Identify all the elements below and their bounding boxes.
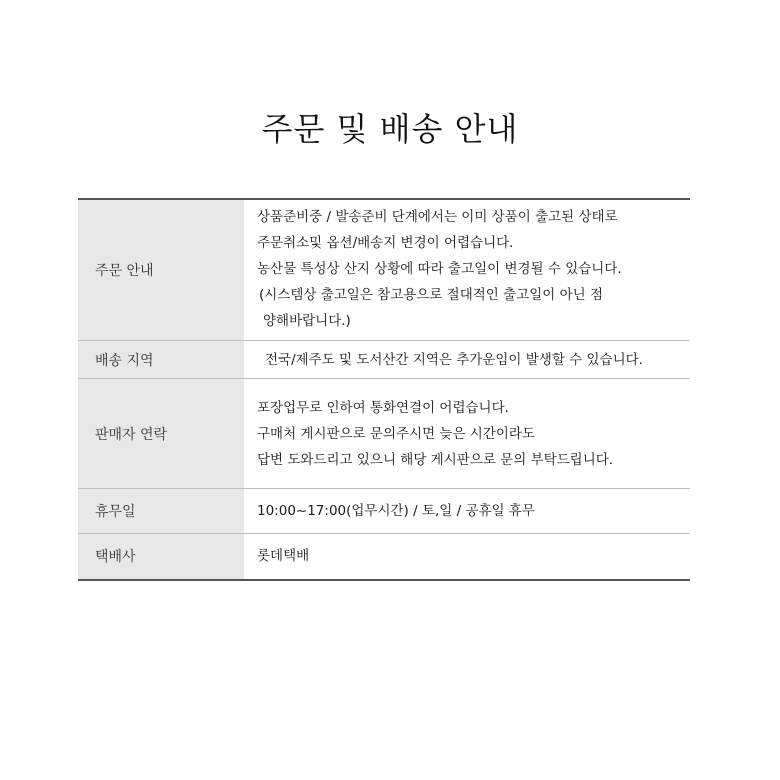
- row-label-courier: 택배사: [78, 534, 244, 580]
- seller-contact-line-3: 답변 도와드리고 있으니 해당 게시판으로 문의 부탁드립니다.: [257, 451, 614, 468]
- row-content-courier: [244, 534, 690, 580]
- table-row-courier: [78, 534, 690, 580]
- row-label-holidays: 휴무일: [78, 489, 244, 534]
- order-info-line-1: 상품준비중 / 발송준비 단계에서는 이미 상품이 출고된 상태로: [257, 209, 618, 225]
- shipping-info-table: [78, 198, 690, 581]
- row-label-order-info: 주문 안내: [78, 199, 244, 341]
- delivery-area-line-1: 전국/제주도 및 도서산간 지역은 추가운임이 발생할 수 있습니다.: [265, 351, 643, 368]
- seller-contact-line-1: 포장업무로 인하여 통화연결이 어렵습니다.: [257, 399, 509, 416]
- courier-line-1: 롯데택배: [257, 548, 310, 565]
- row-label-delivery-area: 배송 지역: [78, 341, 244, 379]
- table-row-order-info: [78, 199, 690, 341]
- table-row-delivery-area: [78, 341, 690, 379]
- order-info-line-2: 주문취소및 옵션/배송지 변경이 어렵습니다.: [257, 235, 514, 251]
- row-content-seller-contact: [244, 379, 690, 489]
- seller-contact-line-2: 구매처 게시판으로 문의주시면 늦은 시간이라도: [257, 425, 535, 442]
- order-info-line-5: 양해바랍니다.): [263, 313, 351, 329]
- row-label-seller-contact: 판매자 연락: [78, 379, 244, 489]
- holidays-line-1: 10:00~17:00(업무시간) / 토,일 / 공휴일 휴무: [257, 503, 535, 519]
- row-content-holidays: [244, 489, 690, 534]
- table-row-holidays: [78, 489, 690, 534]
- page-title: 주문 및 배송 안내: [261, 110, 519, 148]
- table-row-seller-contact: [78, 379, 690, 489]
- row-content-delivery-area: [244, 341, 690, 379]
- order-info-line-3: 농산물 특성상 산지 상황에 따라 출고일이 변경될 수 있습니다.: [257, 261, 622, 277]
- row-content-order-info: [244, 199, 690, 341]
- order-info-line-4: (시스템상 출고일은 참고용으로 절대적인 출고일이 아닌 점: [259, 287, 603, 303]
